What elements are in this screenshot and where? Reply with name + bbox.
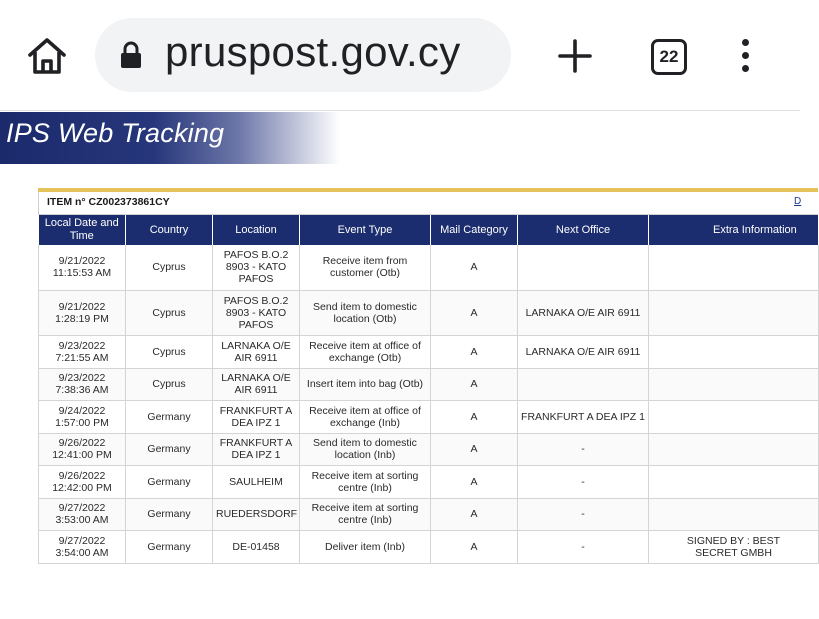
- cell-next-office: -: [518, 465, 649, 498]
- table-row: [39, 245, 819, 290]
- cell-extra: [649, 498, 819, 530]
- cell-location: LARNAKA O/E AIR 6911: [213, 368, 300, 400]
- tracking-card: [38, 188, 818, 564]
- col-header-category: Mail Category: [431, 215, 518, 245]
- more-vert-icon[interactable]: [738, 39, 752, 75]
- cell-category: A: [431, 433, 518, 465]
- cell-date: 9/27/2022 3:53:00 AM: [39, 498, 126, 530]
- tab-switcher-button[interactable]: 22: [651, 39, 687, 75]
- cell-country: Germany: [126, 498, 213, 530]
- cell-location: FRANKFURT A DEA IPZ 1: [213, 433, 300, 465]
- cell-country: Germany: [126, 400, 213, 433]
- col-header-event: Event Type: [300, 215, 431, 245]
- cell-extra: [649, 335, 819, 368]
- cell-date: 9/21/2022 1:28:19 PM: [39, 290, 126, 335]
- tracking-table: [38, 215, 819, 564]
- table-row: [39, 530, 819, 563]
- page-banner: [0, 112, 340, 164]
- cell-next-office: FRANKFURT A DEA IPZ 1: [518, 400, 649, 433]
- cell-date: 9/26/2022 12:42:00 PM: [39, 465, 126, 498]
- item-link[interactable]: D: [794, 196, 802, 207]
- cell-extra: [649, 400, 819, 433]
- col-header-date: Local Date and Time: [39, 215, 126, 245]
- cell-country: Germany: [126, 465, 213, 498]
- table-row: [39, 400, 819, 433]
- url-text[interactable]: pruspost.gov.cy: [165, 28, 461, 75]
- cell-date: 9/23/2022 7:21:55 AM: [39, 335, 126, 368]
- cell-next-office: -: [518, 433, 649, 465]
- table-row: [39, 465, 819, 498]
- cell-date: 9/26/2022 12:41:00 PM: [39, 433, 126, 465]
- cell-extra: [649, 433, 819, 465]
- cell-location: PAFOS B.O.2 8903 - KATO PAFOS: [213, 245, 300, 290]
- cell-next-office: [518, 245, 649, 290]
- col-header-extra: Extra Information: [649, 215, 819, 245]
- cell-next-office: [518, 368, 649, 400]
- cell-extra: SIGNED BY : BEST SECRET GMBH: [649, 530, 819, 563]
- item-number: ITEM n° CZ002373861CY: [47, 196, 170, 208]
- cell-country: Cyprus: [126, 368, 213, 400]
- plus-icon[interactable]: [557, 38, 593, 74]
- cell-event: Send item to domestic location (Inb): [300, 433, 431, 465]
- cell-event: Deliver item (Inb): [300, 530, 431, 563]
- cell-country: Germany: [126, 530, 213, 563]
- cell-location: RUEDERSDORF: [213, 498, 300, 530]
- cell-event: Insert item into bag (Otb): [300, 368, 431, 400]
- cell-event: Send item to domestic location (Otb): [300, 290, 431, 335]
- cell-date: 9/24/2022 1:57:00 PM: [39, 400, 126, 433]
- col-header-next-office: Next Office: [518, 215, 649, 245]
- header-row: [39, 215, 819, 245]
- cell-event: Receive item at sorting centre (Inb): [300, 465, 431, 498]
- table-row: [39, 290, 819, 335]
- table-row: [39, 335, 819, 368]
- home-icon[interactable]: [26, 36, 68, 76]
- cell-country: Cyprus: [126, 290, 213, 335]
- cell-category: A: [431, 290, 518, 335]
- cell-extra: [649, 368, 819, 400]
- cell-category: A: [431, 465, 518, 498]
- cell-category: A: [431, 335, 518, 368]
- col-header-location: Location: [213, 215, 300, 245]
- cell-date: 9/27/2022 3:54:00 AM: [39, 530, 126, 563]
- cell-category: A: [431, 498, 518, 530]
- cell-category: A: [431, 245, 518, 290]
- cell-category: A: [431, 368, 518, 400]
- cell-extra: [649, 245, 819, 290]
- cell-event: Receive item at office of exchange (Inb): [300, 400, 431, 433]
- cell-event: Receive item at office of exchange (Otb): [300, 335, 431, 368]
- table-row: [39, 368, 819, 400]
- cell-next-office: LARNAKA O/E AIR 6911: [518, 335, 649, 368]
- cell-date: 9/21/2022 11:15:53 AM: [39, 245, 126, 290]
- address-bar[interactable]: [95, 18, 511, 92]
- cell-category: A: [431, 400, 518, 433]
- col-header-country: Country: [126, 215, 213, 245]
- cell-country: Germany: [126, 433, 213, 465]
- cell-event: Receive item at sorting centre (Inb): [300, 498, 431, 530]
- lock-icon: [119, 40, 143, 70]
- table-row: [39, 433, 819, 465]
- banner-title: IPS Web Tracking: [6, 118, 225, 148]
- cell-location: SAULHEIM: [213, 465, 300, 498]
- cell-next-office: LARNAKA O/E AIR 6911: [518, 290, 649, 335]
- item-row: [38, 192, 818, 215]
- browser-toolbar: [0, 0, 800, 111]
- cell-date: 9/23/2022 7:38:36 AM: [39, 368, 126, 400]
- cell-location: DE-01458: [213, 530, 300, 563]
- cell-location: LARNAKA O/E AIR 6911: [213, 335, 300, 368]
- cell-extra: [649, 290, 819, 335]
- cell-category: A: [431, 530, 518, 563]
- cell-extra: [649, 465, 819, 498]
- cell-event: Receive item from customer (Otb): [300, 245, 431, 290]
- cell-next-office: -: [518, 530, 649, 563]
- cell-location: FRANKFURT A DEA IPZ 1: [213, 400, 300, 433]
- cell-next-office: -: [518, 498, 649, 530]
- table-row: [39, 498, 819, 530]
- cell-location: PAFOS B.O.2 8903 - KATO PAFOS: [213, 290, 300, 335]
- cell-country: Cyprus: [126, 335, 213, 368]
- cell-country: Cyprus: [126, 245, 213, 290]
